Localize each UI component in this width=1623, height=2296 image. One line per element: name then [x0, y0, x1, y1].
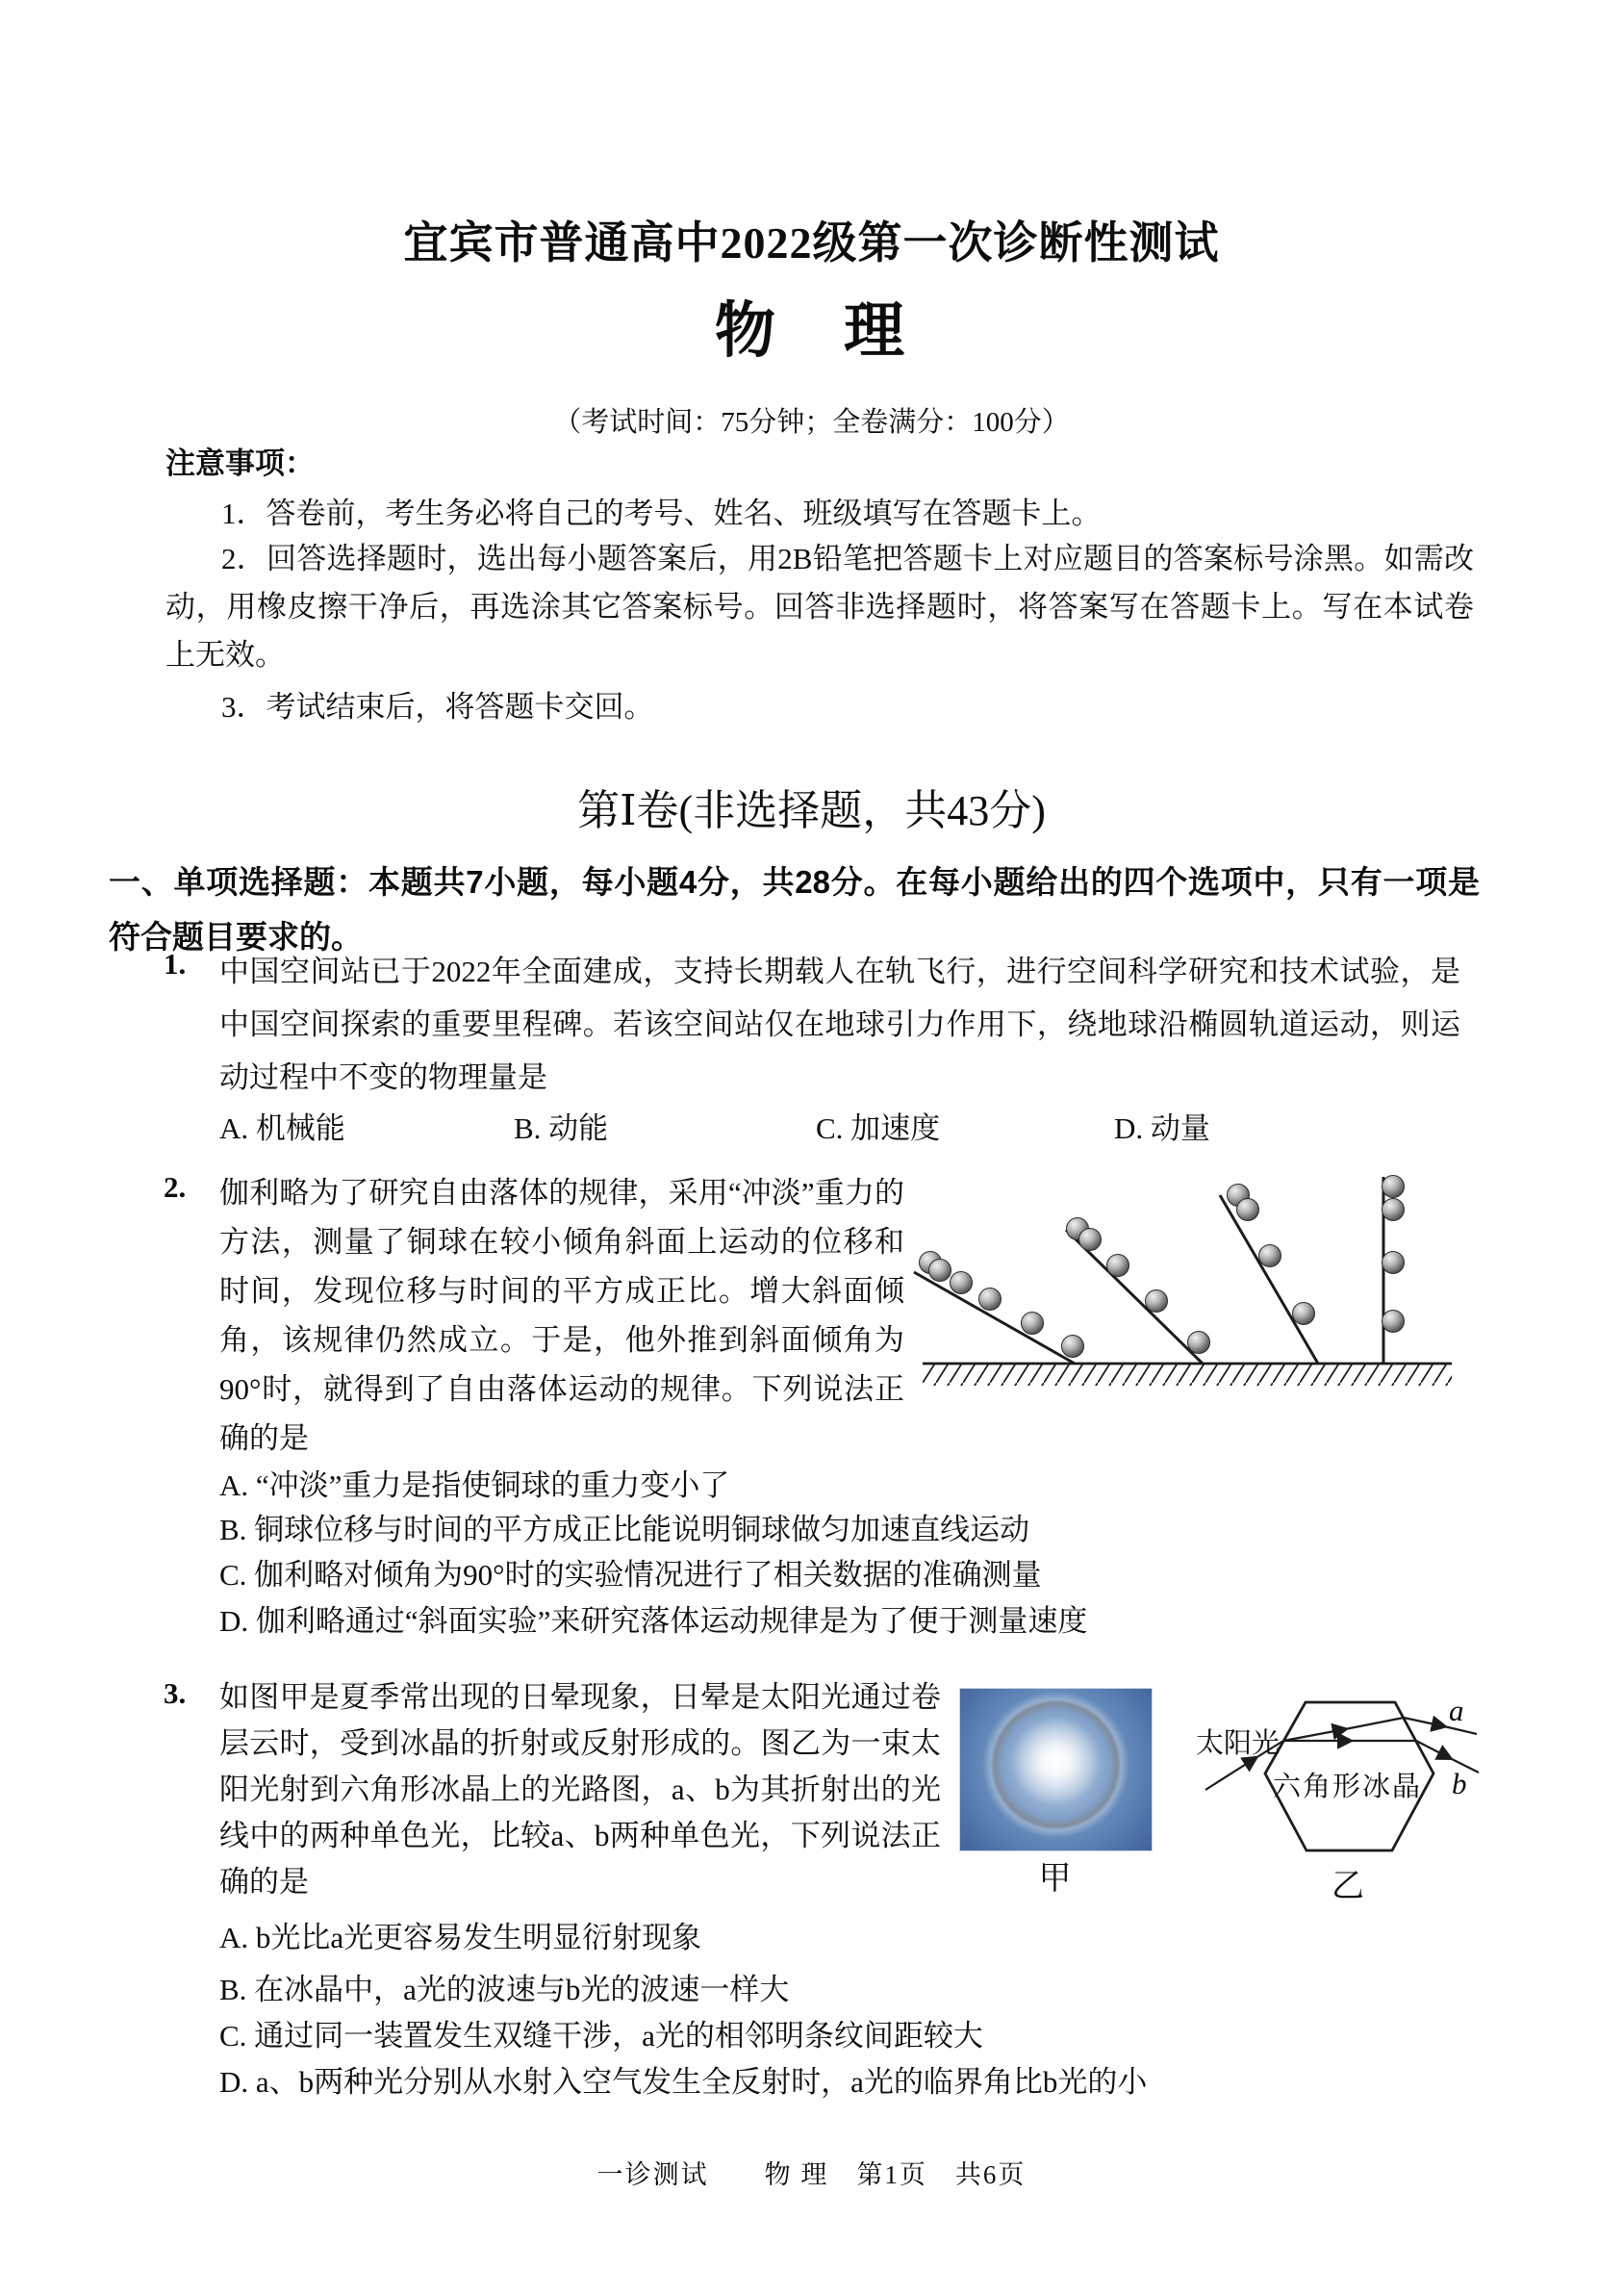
section-intro: 一、单项选择题：本题共7小题，每小题4分，共28分。在每小题给出的四个选项中，只有一项是符合题目要求的。 [109, 864, 1480, 955]
question-3-option-b: B. 在冰晶中，a光的波速与b光的波速一样大 [219, 1973, 790, 2006]
question-2-option-c: C. 伽利略对倾角为90°时的实验情况进行了相关数据的准确测量 [219, 1558, 1042, 1592]
notice-heading: 注意事项： [165, 446, 315, 480]
question-1-stem: 中国空间站已于2022年全面建成，支持长期载人在轨飞行，进行空间科学研究和技术试验，是中国空间探索的重要里程碑。若该空间站仅在地球引力作用下，绕地球沿椭圆轨道运动，则运动过程中不变的物理量是 [219, 955, 1460, 1094]
crystal-label: 六角形冰晶 [1273, 1772, 1423, 1802]
ground [923, 1364, 1452, 1386]
incline-balls-figure [909, 1150, 1486, 1402]
sunlight-label: 太阳光 [1196, 1728, 1281, 1759]
part1-heading: 第Ⅰ卷(非选择题，共43分) [577, 787, 1046, 834]
sun-halo-photo [959, 1688, 1153, 1851]
notice-item-2: 2．回答选择题时，选出每小题答案后，用2B铅笔把答题卡上对应题目的答案标号涂黑。如需改动，用橡皮擦干净后，再选涂其它答案标号。回答非选择题时，将答案写在答题卡上。写在本试卷上无效。 [165, 542, 1474, 672]
question-1-option-c: C. 加速度 [816, 1111, 941, 1145]
notice-item-1: 1．答卷前，考生务必将自己的考号、姓名、班级填写在答题卡上。 [221, 497, 1102, 530]
ray-b-label: b [1452, 1767, 1467, 1800]
question-2-option-a: A. “冲淡”重力是指使铜球的重力变小了 [219, 1468, 730, 1502]
page-footer: 一诊测试 物 理 第1页 共6页 [596, 2160, 1027, 2189]
question-2-option-b: B. 铜球位移与时间的平方成正比能说明铜球做匀加速直线运动 [219, 1513, 1030, 1546]
question-3-option-c: C. 通过同一装置发生双缝干涉，a光的相邻明条纹间距较大 [219, 2019, 983, 2053]
incident-sunlight-ray [1205, 1758, 1255, 1790]
question-3-option-d: D. a、b两种光分别从水射入空气发生全反射时，a光的临界角比b光的小 [219, 2065, 1148, 2099]
exam-info: （考试时间：75分钟；全卷满分：100分） [553, 407, 1070, 438]
subject-title: 物 理 [715, 297, 908, 365]
incline-3 [1220, 1185, 1318, 1365]
question-2-stem: 伽利略为了研究自由落体的规律，采用“冲淡”重力的方法，测量了铜球在较小倾角斜面上运动的位移和时间，发现位移与时间的平方成正比。增大斜面倾角，该规律仍然成立。于是，他外推到斜面倾角为90°时，就得到了自由落体运动的规律。下列说法正确的是 [219, 1176, 904, 1455]
question-1-option-a: A. 机械能 [219, 1111, 345, 1145]
exit-ray-a [1404, 1718, 1444, 1726]
question-1-number: 1. [164, 947, 187, 981]
ray-a-label: a [1449, 1694, 1464, 1727]
incline-2 [1066, 1218, 1210, 1365]
question-2-number: 2. [164, 1170, 187, 1204]
question-2-option-d: D. 伽利略通过“斜面实验”来研究落体运动规律是为了便于测量速度 [219, 1604, 1088, 1638]
question-1-option-b: B. 动能 [514, 1111, 609, 1145]
notice-item-3: 3．考试结束后，将答题卡交回。 [221, 690, 654, 724]
figure-yi-label: 乙 [1331, 1869, 1364, 1904]
question-3-number: 3. [164, 1676, 187, 1710]
question-1-option-d: D. 动量 [1114, 1111, 1210, 1145]
figure-jia-label: 甲 [1038, 1861, 1072, 1897]
question-3-option-a: A. b光比a光更容易发生明显衍射现象 [219, 1921, 702, 1954]
page-title: 宜宾市普通高中2022级第一次诊断性测试 [403, 218, 1220, 268]
internal-ray-upper [1283, 1729, 1345, 1741]
incline-1 [914, 1252, 1084, 1365]
question-3-stem: 如图甲是夏季常出现的日晕现象，日晕是太阳光通过卷层云时，受到冰晶的折射或反射形成的。图乙为一束太阳光射到六角形冰晶上的光路图，a、b为其折射出的光线中的两种单色光，比较a、b两种单色光，下列说法正确的是 [219, 1680, 941, 1899]
incline-vertical [1382, 1176, 1405, 1365]
